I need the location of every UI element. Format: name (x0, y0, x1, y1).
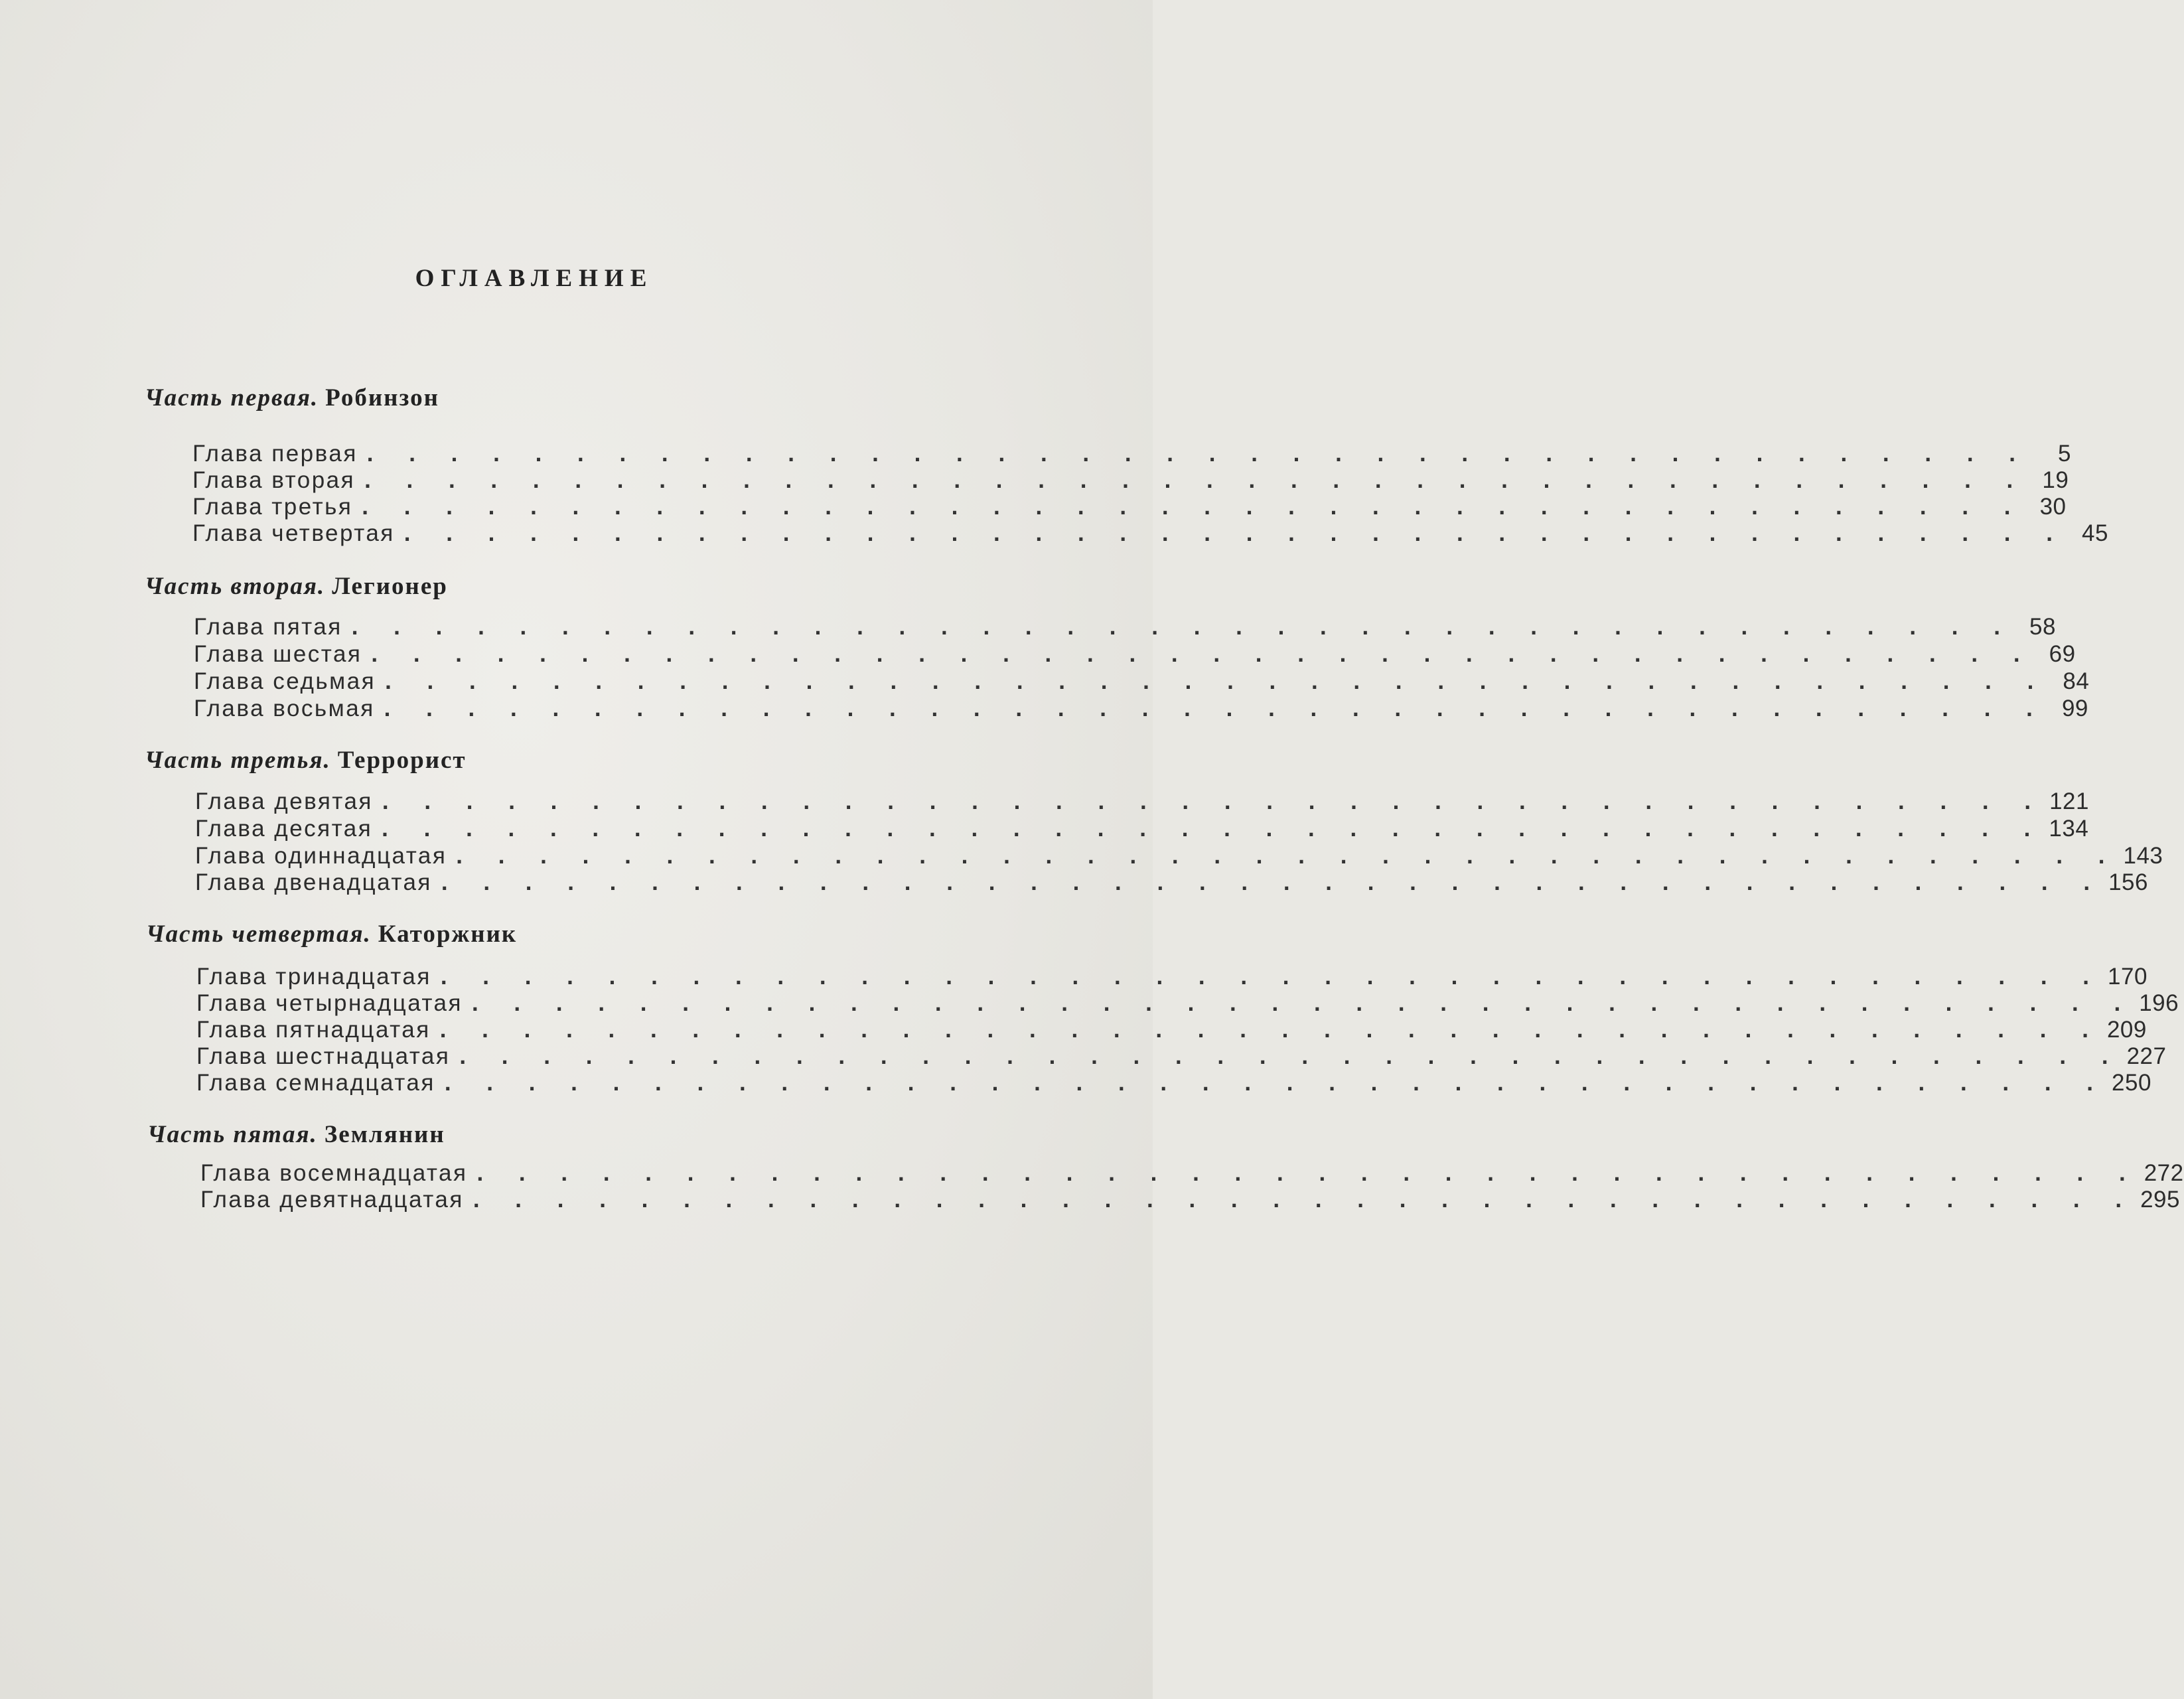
part-name: Легионер (332, 573, 448, 600)
toc-entry[interactable] (195, 869, 2148, 896)
toc-entry[interactable] (194, 614, 2056, 640)
toc-entry[interactable] (192, 494, 2067, 520)
dot-leader: . . . . . . . . . . . . . . . . . . . . . . . . . . . . . . . . . . . . . . . . (476, 1160, 2140, 1186)
chapter-label: Глава пятнадцатая (196, 1017, 431, 1043)
toc-entry[interactable] (195, 788, 2089, 815)
page-number: 69 (2049, 641, 2076, 667)
toc-entry[interactable] (194, 696, 2088, 722)
dot-leader: . . . . . . . . . . . . . . . . . . . . . . . . . . . . . . . . . . . . . . . . (366, 441, 2030, 467)
dot-leader: . . . . . . . . . . . . . . . . . . . . . . . . . . . . . . . . . . . . . . . . (385, 668, 2049, 694)
toc-entry[interactable] (196, 964, 2148, 990)
chapter-label: Глава двенадцатая (195, 869, 432, 895)
page-number: 196 (2139, 990, 2179, 1016)
part-name: Каторжник (378, 921, 518, 948)
dot-leader: . . . . . . . . . . . . . . . . . . . . . . . . . . . . . . . . . . . . . . . . (471, 990, 2136, 1016)
toc-entry[interactable] (196, 1043, 2167, 1070)
page-number: 121 (2049, 788, 2089, 814)
toc-entry[interactable] (192, 520, 2108, 547)
page-number: 227 (2126, 1043, 2167, 1069)
page-number: 99 (2061, 696, 2088, 721)
page-number: 134 (2049, 816, 2089, 842)
dot-leader: . . . . . . . . . . . . . . . . . . . . . . . . . . . . . . . . . . . . . . . . (473, 1187, 2137, 1213)
toc-entry[interactable] (192, 467, 2069, 494)
part-label: Часть пятая. (147, 1121, 318, 1148)
toc-entry[interactable] (200, 1187, 2180, 1213)
page-title: ОГЛАВЛЕНИЕ (415, 265, 654, 292)
part-name: Землянин (324, 1121, 445, 1148)
part-label: Часть третья. (145, 747, 331, 774)
page-number: 143 (2123, 843, 2163, 869)
part-label: Часть первая. (145, 384, 319, 411)
part-heading-1 (145, 384, 439, 413)
chapter-label: Глава шестая (194, 641, 362, 667)
toc-entry[interactable] (194, 668, 2090, 695)
page-number: 156 (2108, 869, 2148, 895)
part-label: Часть вторая. (145, 573, 326, 600)
dot-leader: . . . . . . . . . . . . . . . . . . . . . . . . . . . . . . . . . . . . . . . . (384, 696, 2047, 721)
page-number: 30 (2039, 494, 2067, 520)
toc-entry[interactable] (194, 641, 2076, 668)
chapter-label: Глава девятнадцатая (200, 1187, 464, 1213)
toc-entry[interactable] (196, 1070, 2151, 1096)
page-number: 19 (2042, 467, 2069, 493)
chapter-label: Глава четырнадцатая (196, 990, 463, 1016)
chapter-label: Глава первая (192, 441, 358, 467)
dot-leader: . . . . . . . . . . . . . . . . . . . . . . . . . . . . . . . . . . . . . . . . (362, 494, 2025, 520)
part-heading-5 (147, 1120, 445, 1149)
page-number: 209 (2106, 1017, 2147, 1043)
chapter-label: Глава восемнадцатая (200, 1160, 468, 1186)
part-heading-4 (146, 920, 517, 949)
page-number: 84 (2063, 668, 2090, 694)
page-number: 58 (2029, 614, 2056, 640)
page-number: 250 (2112, 1070, 2151, 1096)
part-name: Робинзон (325, 384, 439, 411)
chapter-label: Глава семнадцатая (196, 1070, 435, 1096)
chapter-label: Глава шестнадцатая (196, 1043, 451, 1069)
toc-entry[interactable] (200, 1160, 2184, 1187)
page-number: 5 (2058, 441, 2071, 467)
toc-entry[interactable] (196, 1017, 2147, 1043)
part-name: Террорист (337, 747, 467, 774)
toc-entry[interactable] (195, 843, 2163, 869)
dot-leader: . . . . . . . . . . . . . . . . . . . . . . . . . . . . . . . . . . . . . . . . (371, 641, 2035, 667)
toc-entry[interactable] (192, 441, 2071, 467)
dot-leader: . . . . . . . . . . . . . . . . . . . . . . . . . . . . . . . . . . . . . . . . (459, 1043, 2123, 1069)
chapter-label: Глава вторая (192, 467, 356, 493)
chapter-label: Глава пятая (194, 614, 342, 640)
dot-leader: . . . . . . . . . . . . . . . . . . . . . . . . . . . . . . . . . . . . . . . . (364, 467, 2028, 493)
page-number: 272 (2144, 1160, 2184, 1186)
part-heading-3 (145, 746, 467, 775)
chapter-label: Глава тринадцатая (196, 964, 431, 990)
dot-leader: . . . . . . . . . . . . . . . . . . . . . . . . . . . . . . . . . . . . . . . . (382, 788, 2046, 814)
dot-leader: . . . . . . . . . . . . . . . . . . . . . . . . . . . . . . . . . . . . . . . . (439, 1017, 2103, 1043)
dot-leader: . . . . . . . . . . . . . . . . . . . . . . . . . . . . . . . . . . . . . . . . (441, 869, 2105, 895)
chapter-label: Глава десятая (195, 816, 373, 842)
chapter-label: Глава седьмая (194, 668, 376, 694)
dot-leader: . . . . . . . . . . . . . . . . . . . . . . . . . . . . . . . . . . . . . . . . (444, 1070, 2108, 1096)
chapter-label: Глава девятая (195, 788, 373, 814)
page-number: 295 (2140, 1187, 2180, 1213)
dot-leader: . . . . . . . . . . . . . . . . . . . . . . . . . . . . . . . . . . . . . . . . (351, 614, 2015, 640)
part-label: Часть четвертая. (146, 921, 372, 948)
dot-leader: . . . . . . . . . . . . . . . . . . . . . . . . . . . . . . . . . . . . . . . . (403, 520, 2067, 546)
part-heading-2 (145, 572, 448, 601)
chapter-label: Глава восьмая (194, 696, 375, 721)
chapter-label: Глава третья (192, 494, 353, 520)
dot-leader: . . . . . . . . . . . . . . . . . . . . . . . . . . . . . . . . . . . . . . . . (456, 843, 2120, 869)
toc-entry[interactable] (196, 990, 2179, 1017)
dot-leader: . . . . . . . . . . . . . . . . . . . . . . . . . . . . . . . . . . . . . . . . (382, 816, 2045, 842)
toc-entry[interactable] (195, 816, 2089, 842)
dot-leader: . . . . . . . . . . . . . . . . . . . . . . . . . . . . . . . . . . . . . . . . (440, 964, 2104, 990)
page-number: 170 (2108, 964, 2148, 990)
chapter-label: Глава одиннадцатая (195, 843, 447, 869)
chapter-label: Глава четвертая (192, 520, 395, 546)
page-number: 45 (2082, 520, 2108, 546)
